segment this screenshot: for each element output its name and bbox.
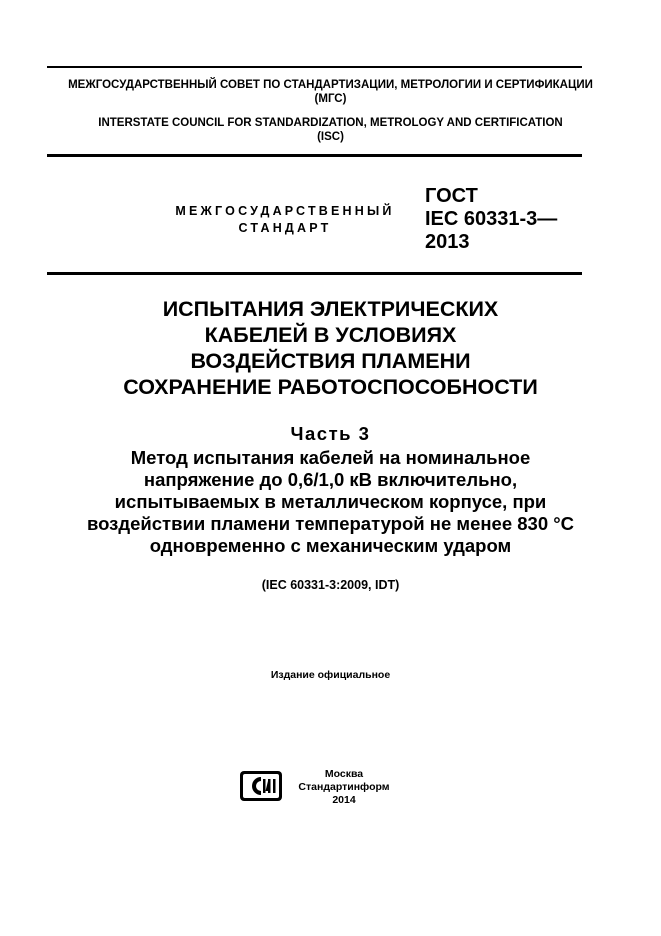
subtitle-line: воздействии пламени температурой не менее 830 °С bbox=[86, 513, 575, 534]
publisher-block bbox=[296, 768, 392, 807]
top-rule bbox=[47, 66, 582, 68]
designation-line2: IEC 60331-3— bbox=[425, 208, 558, 230]
council-abbr-en: (ISC) bbox=[317, 131, 344, 143]
standard-kind-line1: МЕЖГОСУДАРСТВЕННЫЙ bbox=[175, 204, 395, 218]
standard-designation bbox=[425, 185, 557, 254]
subtitle-line: Метод испытания кабелей на номинальное bbox=[130, 447, 531, 468]
designation-line1: ГОСТ bbox=[425, 185, 478, 207]
title-line: КАБЕЛЕЙ В УСЛОВИЯХ bbox=[204, 323, 457, 347]
title-line: СОХРАНЕНИЕ РАБОТОСПОСОБНОСТИ bbox=[123, 375, 538, 399]
title-line: ВОЗДЕЙСТВИЯ ПЛАМЕНИ bbox=[190, 349, 471, 373]
standard-kind-line2: СТАНДАРТ bbox=[238, 221, 332, 235]
designation-rule bbox=[47, 272, 582, 275]
publisher-city: Москва bbox=[324, 768, 364, 780]
document-title bbox=[0, 296, 661, 400]
subtitle-line: испытываемых в металлическом корпусе, при bbox=[114, 491, 547, 512]
council-rule bbox=[47, 154, 582, 157]
standartinform-logo-icon bbox=[239, 770, 283, 802]
subtitle-line: напряжение до 0,6/1,0 кВ включительно, bbox=[143, 469, 518, 490]
part-number: Часть 3 bbox=[290, 423, 371, 444]
title-line: ИСПЫТАНИЯ ЭЛЕКТРИЧЕСКИХ bbox=[162, 297, 499, 321]
publisher-year: 2014 bbox=[332, 794, 356, 806]
standard-kind bbox=[160, 203, 410, 237]
iec-reference: (IEC 60331-3:2009, IDT) bbox=[261, 578, 400, 592]
designation-line3: 2013 bbox=[425, 231, 470, 253]
council-name-en-line: INTERSTATE COUNCIL FOR STANDARDIZATION, METROLOGY AND CERTIFICATION bbox=[98, 117, 563, 129]
council-name-en bbox=[0, 116, 661, 144]
document-subtitle bbox=[0, 447, 661, 557]
council-name-ru bbox=[0, 78, 661, 106]
edition-note: Издание официальное bbox=[270, 669, 391, 681]
council-abbr-ru: (МГС) bbox=[314, 93, 347, 105]
council-name-ru-line: МЕЖГОСУДАРСТВЕННЫЙ СОВЕТ ПО СТАНДАРТИЗАЦИИ, МЕТРОЛОГИИ И СЕРТИФИКАЦИИ bbox=[68, 79, 593, 91]
subtitle-line: одновременно с механическим ударом bbox=[149, 535, 512, 556]
publisher-name: Стандартинформ bbox=[298, 781, 390, 793]
